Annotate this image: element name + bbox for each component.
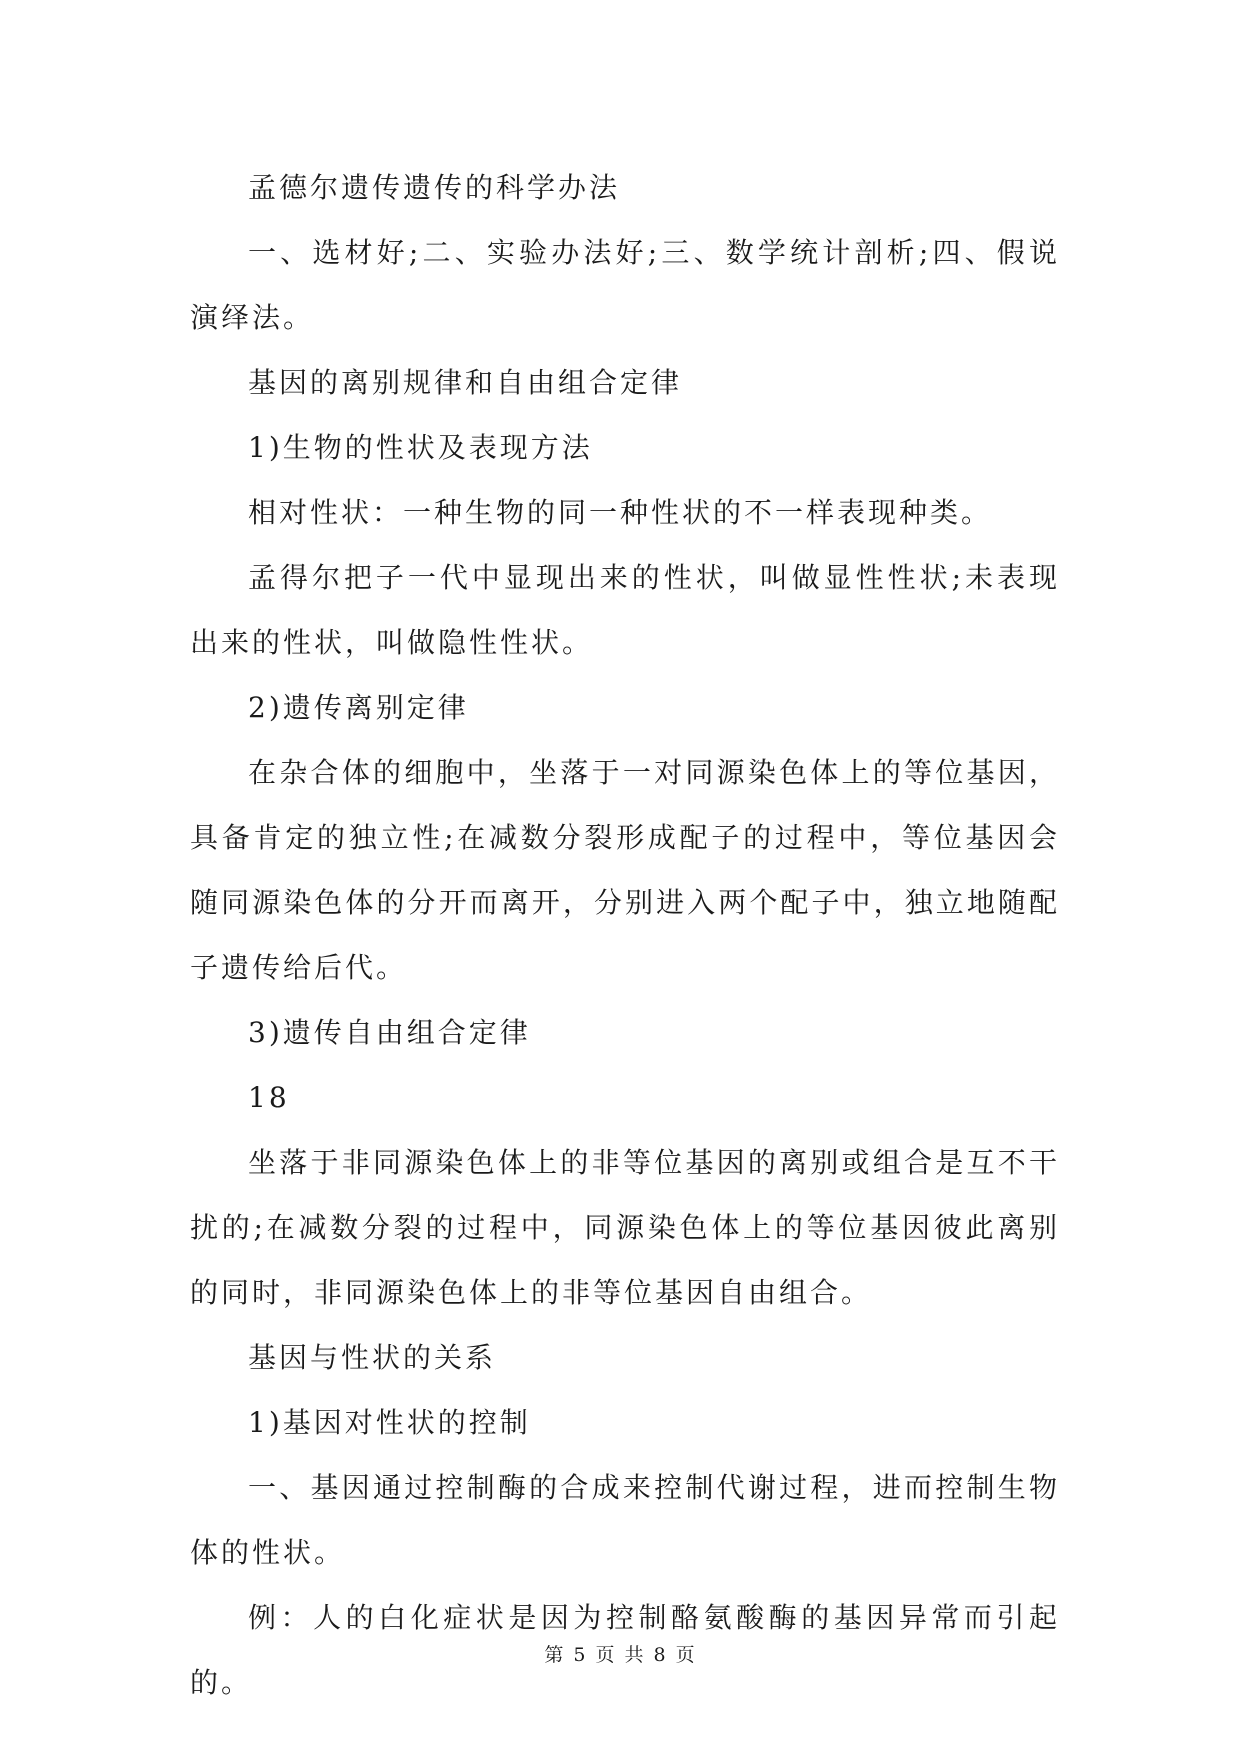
paragraph-enzyme-control: 一、基因通过控制酶的合成来控制代谢过程，进而控制生物体的性状。 [190,1471,1060,1569]
paragraph-subheading-gene-control: 1)基因对性状的控制 [248,1406,531,1439]
paragraph-segregation-law: 在杂合体的细胞中，坐落于一对同源染色体上的等位基因，具备肯定的独立性;在减数分裂形成配子的过程中，等位基因会随同源染色体的分开而离开，分别进入两个配子中，独立地随配子遗传给后代。 [190,756,1060,984]
paragraph-heading-gene-trait: 基因与性状的关系 [248,1341,497,1374]
paragraph-heading-laws: 基因的离别规律和自由组合定律 [248,366,683,399]
document-body [190,155,1060,1715]
paragraph-mendel-reasons: 一、选材好;二、实验办法好;三、数学统计剖析;四、假说演绎法。 [190,236,1060,334]
paragraph-dominant-recessive: 孟得尔把子一代中显现出来的性状，叫做显性性状;未表现出来的性状，叫做隐性性状。 [190,561,1060,659]
paragraph-subheading-traits: 1)生物的性状及表现方法 [248,431,593,464]
paragraph-subheading-independent-assortment: 3)遗传自由组合定律 [248,1016,531,1049]
paragraph-number-18: 18 [248,1081,290,1114]
paragraph-independent-assortment-law: 坐落于非同源染色体上的非等位基因的离别或组合是互不干扰的;在减数分裂的过程中，同源染色体上的等位基因彼此离别的同时，非同源染色体上的非等位基因自由组合。 [190,1146,1060,1309]
paragraph-relative-traits: 相对性状：一种生物的同一种性状的不一样表现种类。 [248,496,993,529]
paragraph-subheading-segregation: 2)遗传离别定律 [248,691,469,724]
paragraph-heading-mendel-method: 孟德尔遗传遗传的科学办法 [248,171,621,204]
paragraph-albinism-example: 例：人的白化症状是因为控制酪氨酸酶的基因异常而引起的。 [190,1601,1060,1699]
page-number-footer: 第 5 页 共 8 页 [544,1644,697,1666]
